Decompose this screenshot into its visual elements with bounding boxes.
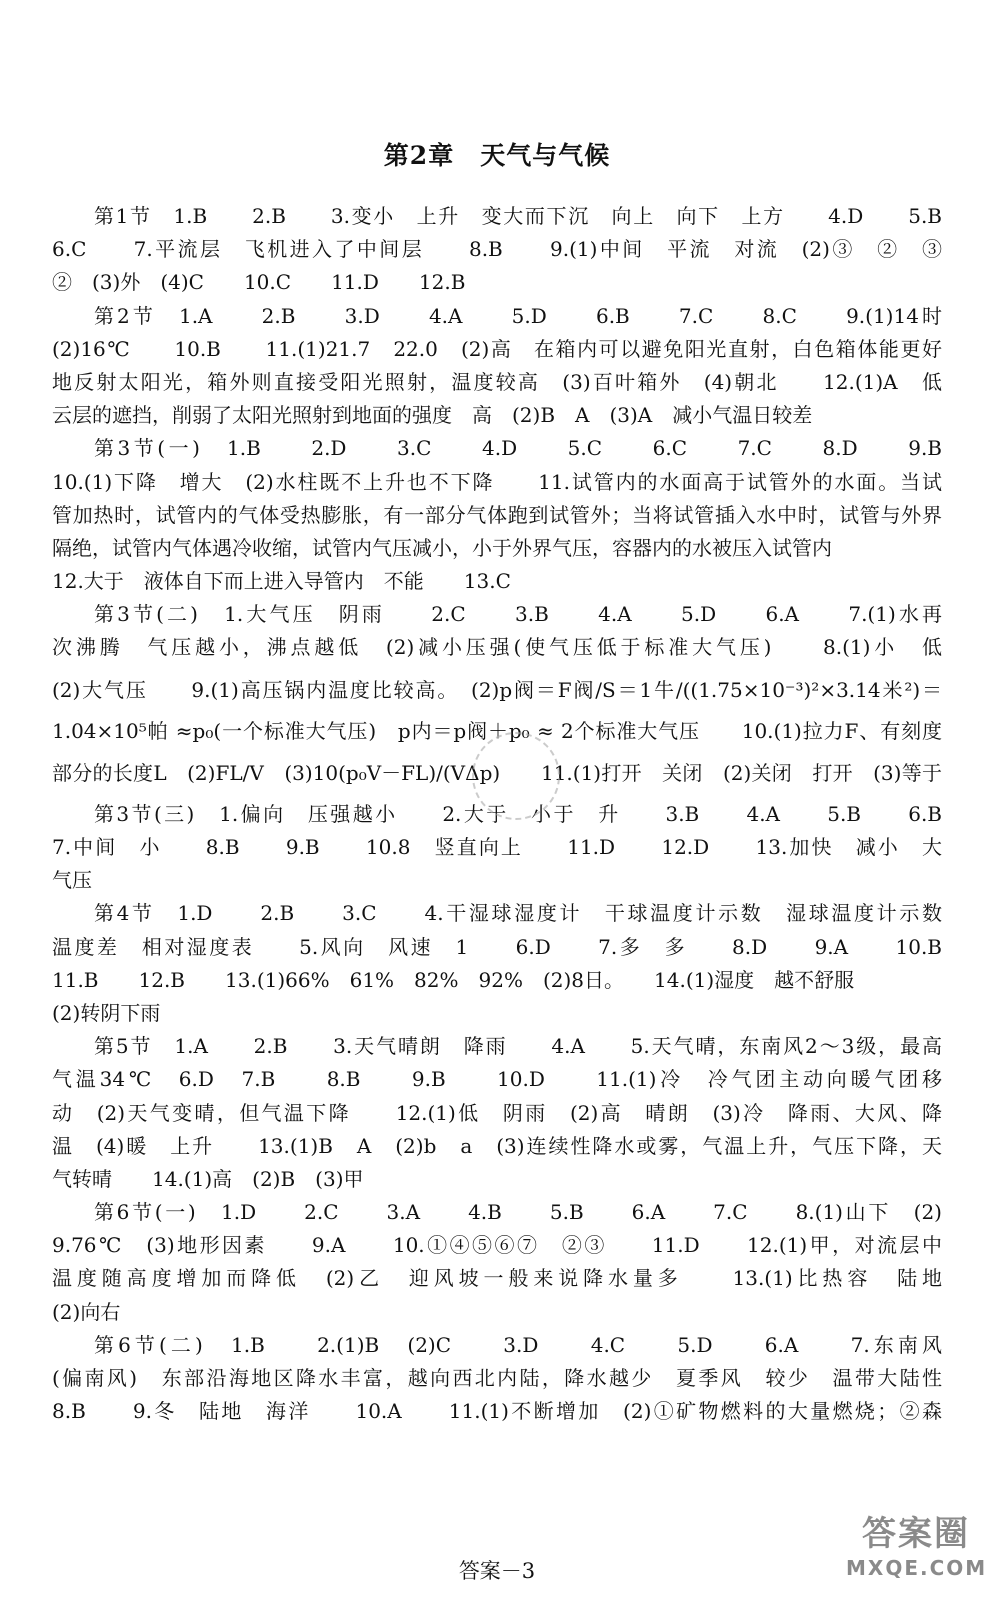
answer-line: 9.76℃ (3)地形因素 9.A 10.①④⑤⑥⑦ ②③ 11.D 12.(1)甲，对流层中	[52, 1233, 942, 1258]
answer-line: 6.C 7.平流层 飞机进入了中间层 8.B 9.(1)中间 平流 对流 (2)③ ② ③	[52, 237, 942, 262]
answer-line: (2)大气压 9.(1)高压锅内温度比较高。 (2)p阀＝F阀/S＝1牛/((1.75×10⁻³)²×3.14米²)＝	[52, 677, 942, 702]
page-number: 答案－3	[458, 1559, 536, 1583]
answer-line: 第3节(三) 1.偏向 压强越小 2.大于 小于 升 3.B 4.A 5.B 6.B	[94, 801, 942, 826]
answer-line: (偏南风) 东部沿海地区降水丰富，越向西北内陆，降水越少 夏季风 较少 温带大陆性	[52, 1366, 942, 1390]
answer-line: 8.B 9.冬 陆地 海洋 10.A 11.(1)不断增加 (2)①矿物燃料的大量燃烧；②森	[52, 1399, 942, 1424]
answer-line: 温度差 相对湿度表 5.风向 风速 1 6.D 7.多 多 8.D 9.A 10.B	[52, 934, 942, 959]
answer-line: 气压	[52, 868, 92, 893]
answer-line: ② (3)外 (4)C 10.C 11.D 12.B	[52, 270, 466, 295]
answer-line: 12.大于 液体自下而上进入导管内 不能 13.C	[52, 569, 511, 594]
site-watermark-logo	[846, 1512, 986, 1592]
answer-line: 隔绝，试管内气体遇冷收缩，试管内气压减小，小于外界气压，容器内的水被压入试管内	[52, 535, 832, 560]
watermark-logo-text: 答案圈	[862, 1514, 970, 1554]
answer-line: 温 (4)暖 上升 13.(1)B A (2)b a (3)连续性降水或雾，气温上升，气压下降，天	[52, 1133, 942, 1158]
answer-line: 11.B 12.B 13.(1)66% 61% 82% 92% (2)8日。 14.(1)湿度 越不舒服	[52, 967, 855, 992]
answer-line: 次沸腾 气压越小，沸点越低 (2)减小压强(使气压低于标准大气压) 8.(1)小 低	[52, 635, 942, 660]
answer-line: 第6节(二) 1.B 2.(1)B (2)C 3.D 4.C 5.D 6.A 7.东南风	[94, 1332, 942, 1357]
answer-line: 1.04×10⁵帕 ≈p₀(一个标准大气压) p内＝p阀＋p₀ ≈ 2个标准大气压 10.(1)拉力F、有刻度	[52, 718, 942, 743]
answer-line: 第3节(二) 1.大气压 阴雨 2.C 3.B 4.A 5.D 6.A 7.(1)水再	[94, 602, 942, 627]
answer-line: 7.中间 小 8.B 9.B 10.8 竖直向上 11.D 12.D 13.加快 减小 大	[52, 835, 942, 859]
answer-line: 第4节 1.D 2.B 3.C 4.干湿球湿度计 干球温度计示数 湿球温度计示数	[94, 901, 942, 926]
answer-line: 温度随高度增加而降低 (2)乙 迎风坡一般来说降水量多 13.(1)比热容 陆地	[52, 1266, 942, 1291]
chapter-title: 第2章 天气与气候	[383, 141, 611, 170]
answer-line: 第3节(一) 1.B 2.D 3.C 4.D 5.C 6.C 7.C 8.D 9.B	[94, 436, 942, 461]
answer-line: 第2节 1.A 2.B 3.D 4.A 5.D 6.B 7.C 8.C 9.(1)14时	[94, 303, 942, 328]
faded-stamp	[472, 732, 560, 820]
answer-line: (2)向右	[52, 1299, 121, 1324]
answer-line: 部分的长度L (2)FL/V (3)10(p₀V－FL)/(VΔp) 11.(1)打开 关闭 (2)关闭 打开 (3)等于	[52, 760, 942, 785]
answer-line: 第6节(一) 1.D 2.C 3.A 4.B 5.B 6.A 7.C 8.(1)山下 (2)	[94, 1200, 942, 1225]
answer-line: 云层的遮挡，削弱了太阳光照射到地面的强度 高 (2)B A (3)A 减小气温日较差	[52, 403, 813, 428]
watermark-url: MXQE.COM	[846, 1556, 988, 1580]
answer-line: 管加热时，试管内的气体受热膨胀，有一部分气体跑到试管外；当将试管插入水中时，试管与外界	[52, 502, 942, 527]
answer-line: 第1节 1.B 2.B 3.变小 上升 变大而下沉 向上 向下 上方 4.D 5.B	[94, 204, 942, 228]
answer-line: 10.(1)下降 增大 (2)水柱既不上升也不下降 11.试管内的水面高于试管外的水面。当试	[52, 469, 942, 494]
answer-line: 第5节 1.A 2.B 3.天气晴朗 降雨 4.A 5.天气晴，东南风2～3级，最高	[94, 1034, 942, 1059]
answer-line: (2)转阴下雨	[52, 1000, 161, 1025]
answer-line: 气温34℃ 6.D 7.B 8.B 9.B 10.D 11.(1)冷 冷气团主动向暖气团移	[52, 1067, 942, 1092]
answer-line: 动 (2)天气变晴，但气温下降 12.(1)低 阴雨 (2)高 晴朗 (3)冷 降雨、大风、降	[52, 1100, 942, 1125]
answer-line: (2)16℃ 10.B 11.(1)21.7 22.0 (2)高 在箱内可以避免阳光直射，白色箱体能更好	[52, 336, 942, 361]
answer-line: 气转晴 14.(1)高 (2)B (3)甲	[52, 1166, 364, 1191]
answer-page	[52, 0, 942, 1600]
answer-line: 地反射太阳光，箱外则直接受阳光照射，温度较高 (3)百叶箱外 (4)朝北 12.(1)A 低	[52, 369, 942, 394]
